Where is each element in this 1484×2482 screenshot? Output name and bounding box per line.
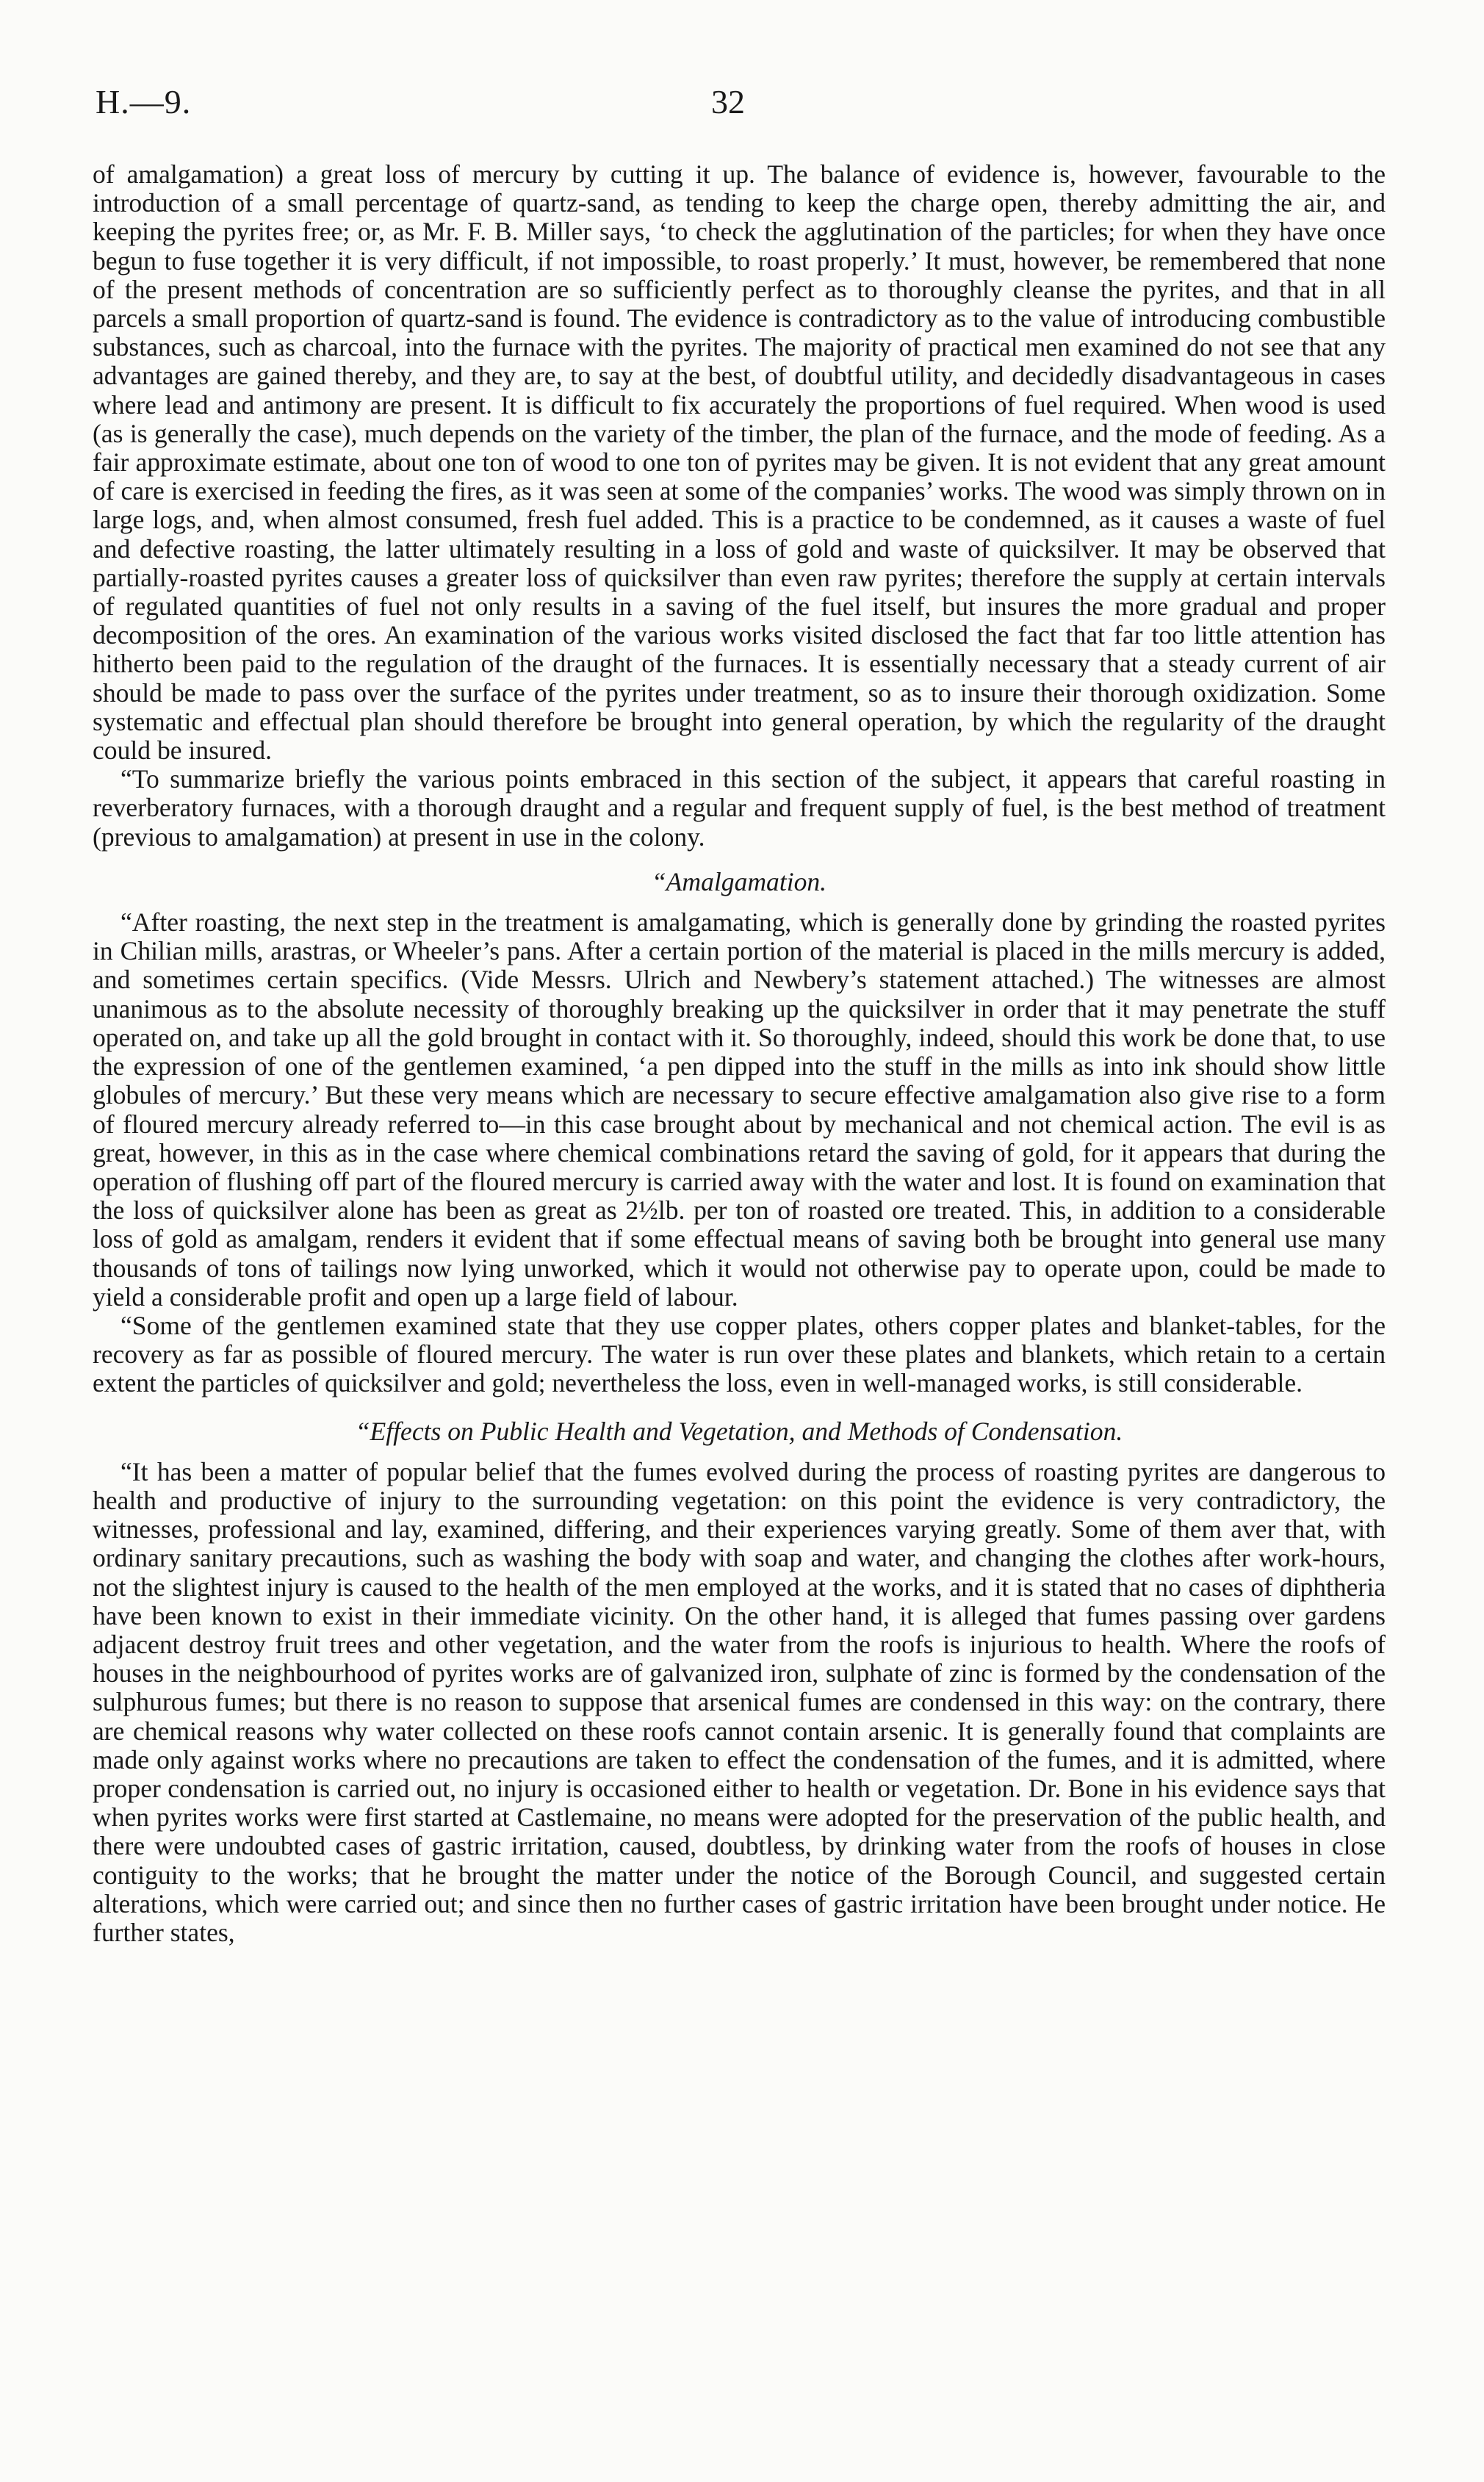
section-heading-public-health: “Effects on Public Health and Vegetation, and Methods of Condensation. (355, 1416, 1123, 1446)
page-header (96, 82, 1484, 126)
page-number: 32 (711, 83, 745, 120)
paragraph-roasting-summary: “To summarize briefly the various points embraced in this section of the subject, it appears that careful roasting in reverberatory furnaces, with a thorough draught and a regular and frequent supply of fuel, is the best method of treatment (previous to amalgamation) at present in use in the colony. (93, 764, 1386, 852)
document-reference: H.—9. (96, 83, 192, 120)
paragraph-roasting-continued: of amalgamation) a great loss of mercury by cutting it up. The balance of evidence is, however, favourable to the introduction of a small percentage of quartz-sand, as tending to keep the charge open, thereby admitting the air, and keeping the pyrites free; or, as Mr. F. B. Miller says, ‘to check the agglutination of the particles; for when they have once begun to fuse together it is very difficult, if not impossible, to roast properly.’ It must, however, be remembered that none of the present methods of concentration are so sufficiently perfect as to thoroughly cleanse the pyrites, and that in all parcels a small proportion of quartz-sand is found. The evidence is contradictory as to the value of introducing combustible substances, such as charcoal, into the furnace with the pyrites. The majority of practical men examined do not see that any advantages are gained thereby, and they are, to say at the best, of doubtful utility, and decidedly disadvantageous in cases where lead and antimony are present. It is difficult to fix accurately the proportions of fuel required. When wood is used (as is generally the case), much depends on the variety of the timber, the plan of the furnace, and the mode of feeding. As a fair approximate estimate, about one ton of wood to one ton of pyrites may be given. It is not evident that any great amount of care is exercised in feeding the fires, as it was seen at some of the companies’ works. The wood was simply thrown on in large logs, and, when almost consumed, fresh fuel added. This is a practice to be condemned, as it causes a waste of fuel and defective roasting, the latter ultimately resulting in a loss of gold and waste of quicksilver. It may be observed that partially-roasted pyrites causes a greater loss of quicksilver than even raw pyrites; therefore the supply at certain intervals of regulated quantities of fuel not only results in a saving of the fuel itself, but insures the more gradual and proper decomposition of the ores. An examination of the various works visited disclosed the fact that far too little attention has hitherto been paid to the regulation of the draught of the furnaces. It is essentially necessary that a steady current of air should be made to pass over the surface of the pyrites under treatment, so as to insure their thorough oxidization. Some systematic and effectual plan should therefore be brought into general operation, by which the regularity of the draught could be insured. (93, 159, 1386, 766)
paragraph-copper-plates: “Some of the gentlemen examined state that they use copper plates, others copper plates and blanket-tables, for the recovery as far as possible of floured mercury. The water is run over these plates and blankets, which retain to a certain extent the particles of quicksilver and gold; nevertheless the loss, even in well-managed works, is still considerable. (93, 1310, 1386, 1398)
section-heading-amalgamation: “Amalgamation. (651, 866, 827, 896)
paragraph-amalgamation: “After roasting, the next step in the treatment is amalgamating, which is generally done by grinding the roasted pyrites in Chilian mills, arastras, or Wheeler’s pans. After a certain portion of the material is placed in the mills mercury is added, and sometimes certain specifics. (Vide Messrs. Ulrich and Newbery’s statement attached.) The witnesses are almost unanimous as to the absolute necessity of thoroughly breaking up the quicksilver in order that it may penetrate the stuff operated on, and take up all the gold brought in contact with it. So thoroughly, indeed, should this work be done that, to use the expression of one of the gentlemen examined, ‘a pen dipped into the stuff in the mills as into ink should show little globules of mercury.’ But these very means which are necessary to secure effective amalgamation also give rise to a form of floured mercury already referred to—in this case brought about by mechanical and not chemical action. The evil is as great, however, in this as in the case where chemical combinations retard the saving of gold, for it appears that during the operation of flushing off part of the floured mercury is carried away with the water and lost. It is found on examination that the loss of quicksilver alone has been as great as 2½lb. per ton of roasted ore treated. This, in addition to a considerable loss of gold as amalgam, renders it evident that if some effectual means of saving both be brought into general use many thousands of tons of tailings now lying unworked, which it would not otherwise pay to operate upon, could be made to yield a considerable profit and open up a large field of labour. (93, 907, 1386, 1312)
paragraph-public-health: “It has been a matter of popular belief that the fumes evolved during the process of roasting pyrites are dangerous to health and productive of injury to the surrounding vegetation: on this point the evidence is very contradictory, the witnesses, professional and lay, examined, differing, and their experiences varying greatly. Some of them aver that, with ordinary sanitary precautions, such as washing the body with soap and water, and changing the clothes after work-hours, not the slightest injury is caused to the health of the men employed at the works, and it is stated that no cases of diphtheria have been known to exist in their immediate vicinity. On the other hand, it is alleged that fumes passing over gardens adjacent destroy fruit trees and other vegetation, and the water from the roofs is injurious to health. Where the roofs of houses in the neighbourhood of pyrites works are of galvanized iron, sulphate of zinc is formed by the condensation of the sulphurous fumes; but there is no reason to suppose that arsenical fumes are condensed in this way: on the contrary, there are chemical reasons why water collected on these roofs cannot contain arsenic. It is generally found that complaints are made only against works where no precautions are taken to effect the condensation of the fumes, and it is admitted, where proper condensation is carried out, no injury is occasioned either to health or vegetation. Dr. Bone in his evidence says that when pyrites works were first started at Castlemaine, no means were adopted for the preservation of the public health, and there were undoubted cases of gastric irritation, caused, doubtless, by drinking water from the roofs of houses in close contiguity to the works; that he brought the matter under the notice of the Borough Council, and suggested certain alterations, which were carried out; and since then no further cases of gastric irritation have been brought under notice. He further states, (93, 1456, 1386, 1947)
page-body (93, 160, 1386, 1947)
